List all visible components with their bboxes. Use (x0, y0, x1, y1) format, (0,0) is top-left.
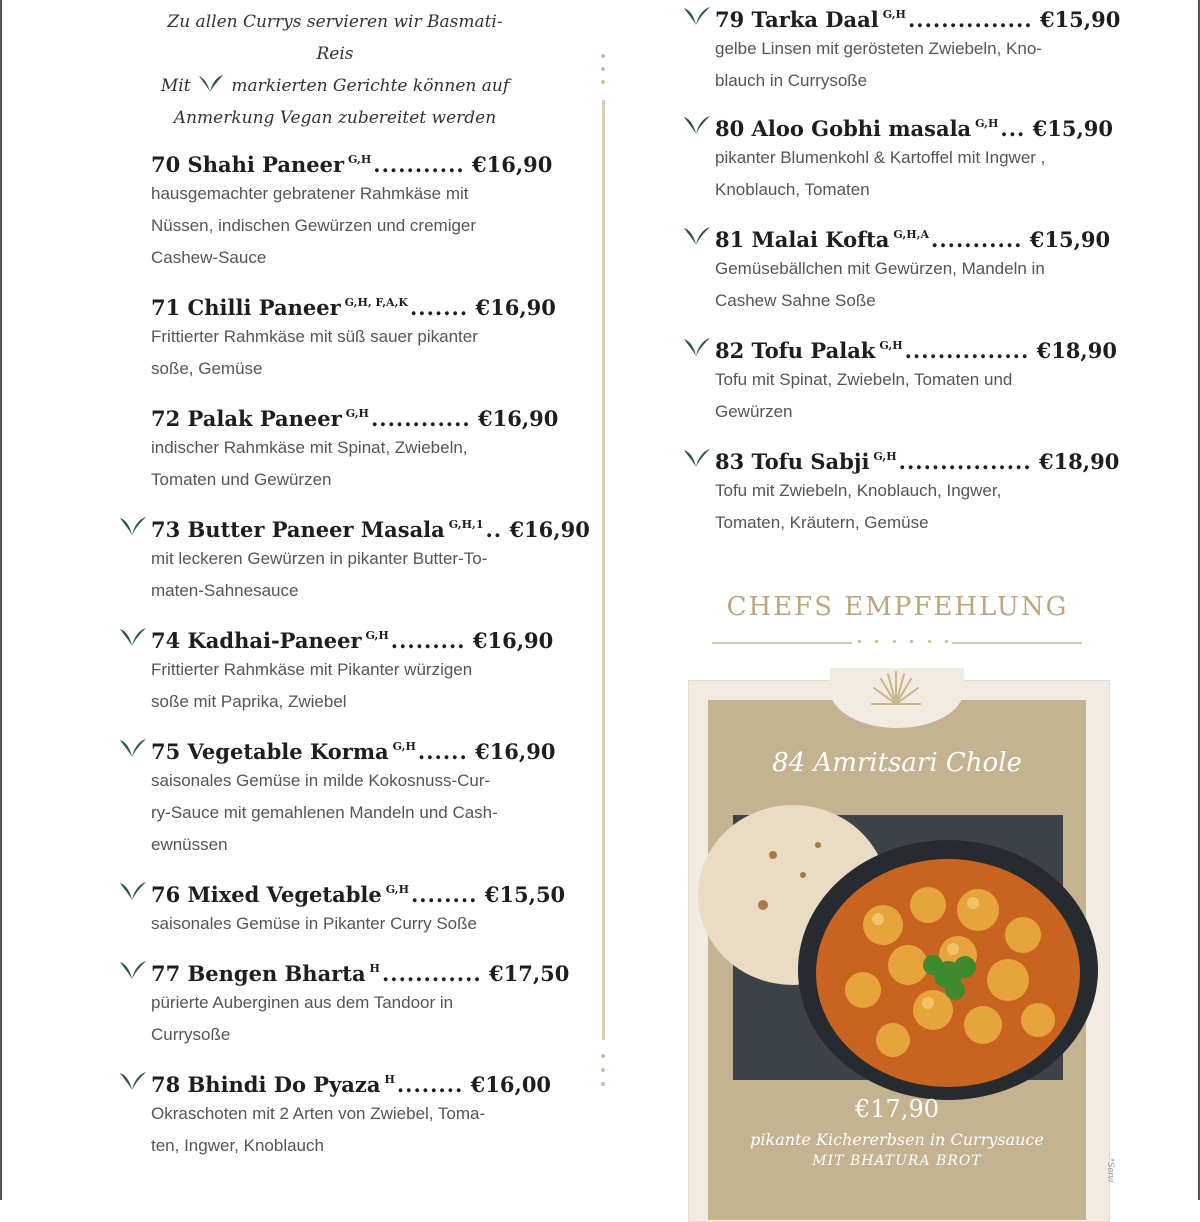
menu-item (715, 0, 1121, 97)
item-price: €16,90 (475, 295, 556, 320)
item-description (151, 654, 531, 718)
menu-item (151, 1065, 552, 1162)
menu-item (151, 732, 556, 861)
item-price: €16,90 (478, 406, 559, 431)
item-number: 76 (151, 882, 181, 907)
chefs-subline: MIT BHATURA BROT (812, 1153, 982, 1169)
description-line: ten, Ingwer, Knoblauch (151, 1136, 324, 1155)
item-price: €18,90 (1036, 338, 1117, 363)
item-number: 81 (715, 227, 745, 252)
chefs-heading: CHEFS EMPFEHLUNG (726, 592, 1069, 622)
item-description (151, 765, 531, 861)
item-description (151, 987, 531, 1051)
description-line: Cashew-Sauce (151, 248, 267, 267)
menu-item (151, 875, 566, 940)
item-price: €17,50 (489, 961, 570, 986)
leaf-icon (118, 959, 148, 981)
divider-dot (601, 67, 605, 71)
item-price: €16,90 (472, 628, 554, 653)
leaf-icon (682, 5, 712, 27)
description-line: Frittierter Rahmkäse mit süß sauer pikanter (151, 327, 478, 346)
leaf-icon (118, 626, 148, 648)
item-price: €16,00 (470, 1072, 552, 1097)
leaf-icon (682, 336, 712, 358)
item-price: €15,90 (1039, 7, 1121, 32)
leaf-icon (118, 515, 148, 537)
item-number: 71 (151, 295, 181, 320)
side-note: *Servi (1106, 1158, 1116, 1183)
description-line: saisonales Gemüse in milde Kokosnuss-Cur- (151, 771, 491, 790)
item-number: 73 (151, 517, 181, 542)
item-allergens: G,H,A (893, 228, 930, 241)
menu-item-title (715, 442, 1120, 474)
item-description (715, 142, 1095, 206)
intro-note (150, 6, 520, 134)
item-leader-dots: ............... (907, 7, 1033, 32)
description-line: mit leckeren Gewürzen in pikanter Butter-To- (151, 549, 488, 568)
item-allergens: G,H (365, 629, 389, 642)
item-allergens: G,H (873, 450, 897, 463)
item-allergens: G,H (882, 8, 906, 21)
item-leader-dots: .. (485, 517, 503, 542)
item-number: 82 (715, 338, 745, 363)
item-description (151, 432, 531, 496)
item-name: Vegetable Korma (187, 739, 389, 764)
description-line: Knoblauch, Tomaten (715, 180, 870, 199)
item-allergens: G,H (879, 339, 903, 352)
menu-item-title (151, 954, 570, 986)
item-name: Bhindi Do Pyaza (187, 1072, 381, 1097)
page-edge-left (0, 0, 2, 1200)
description-line: soße mit Paprika, Zwiebel (151, 692, 347, 711)
divider-dot (601, 80, 605, 84)
menu-item (151, 288, 556, 385)
item-description (151, 178, 531, 274)
menu-item-title (715, 109, 1114, 141)
divider-dot (601, 1082, 605, 1086)
item-number: 72 (151, 406, 181, 431)
menu-item-title (715, 220, 1111, 252)
item-allergens: G,H, F,A,K (344, 296, 408, 309)
item-name: Kadhai-Paneer (187, 628, 362, 653)
item-description (151, 1098, 531, 1162)
menu-item (151, 621, 554, 718)
item-leader-dots: ....... (409, 295, 469, 320)
menu-item-title (151, 145, 553, 177)
description-line: Tomaten, Kräutern, Gemüse (715, 513, 929, 532)
intro-line-3: Anmerkung Vegan zubereitet werden (173, 108, 497, 128)
item-name: Tofu Sabji (751, 449, 870, 474)
item-number: 75 (151, 739, 181, 764)
item-leader-dots: ................ (898, 449, 1032, 474)
menu-item-title (151, 1065, 552, 1097)
description-line: pikanter Blumenkohl & Kartoffel mit Ingwer , (715, 148, 1046, 167)
item-price: €16,90 (509, 517, 590, 542)
description-line: indischer Rahmkäse mit Spinat, Zwiebeln, (151, 438, 468, 457)
item-number: 74 (151, 628, 181, 653)
description-line: pürierte Auberginen aus dem Tandoor in (151, 993, 454, 1012)
leaf-icon (196, 74, 226, 94)
item-allergens: G,H (348, 153, 372, 166)
menu-item-title (151, 621, 554, 653)
item-name: Chilli Paneer (187, 295, 341, 320)
item-description (151, 321, 531, 385)
item-name: Aloo Gobhi masala (751, 116, 972, 141)
heading-rule-right (952, 642, 1082, 644)
description-line: Gemüsebällchen mit Gewürzen, Mandeln in (715, 259, 1045, 278)
item-allergens: H (369, 962, 380, 975)
item-price: €15,90 (1029, 227, 1111, 252)
item-description (151, 908, 531, 940)
item-number: 83 (715, 449, 745, 474)
leaf-icon (682, 447, 712, 469)
item-name: Mixed Vegetable (187, 882, 382, 907)
item-name: Malai Kofta (751, 227, 890, 252)
chefs-description: pikante Kichererbsen in Currysauce (750, 1130, 1044, 1149)
item-price: €18,90 (1038, 449, 1120, 474)
item-name: Shahi Paneer (187, 152, 345, 177)
column-divider (602, 100, 605, 1040)
leaf-icon (118, 737, 148, 759)
description-line: ewnüssen (151, 835, 228, 854)
description-line: Nüssen, indischen Gewürzen und cremiger (151, 216, 477, 235)
item-allergens: H (384, 1073, 395, 1086)
menu-item-title (151, 510, 590, 542)
menu-item (151, 145, 553, 274)
divider-dot (601, 1068, 605, 1072)
description-line: ry-Sauce mit gemahlenen Mandeln und Cash- (151, 803, 498, 822)
description-line: gelbe Linsen mit gerösteten Zwiebeln, Kno- (715, 39, 1042, 58)
item-description (715, 33, 1095, 97)
item-allergens: G,H (392, 740, 416, 753)
sunburst-icon (868, 668, 924, 708)
menu-item (715, 109, 1114, 206)
item-allergens: G,H (385, 883, 409, 896)
item-leader-dots: ......... (390, 628, 466, 653)
heading-dots (858, 640, 948, 643)
item-description (151, 543, 531, 607)
description-line: Frittierter Rahmkäse mit Pikanter würzigen (151, 660, 473, 679)
description-line: Okraschoten mit 2 Arten von Zwiebel, Toma- (151, 1104, 486, 1123)
menu-item (151, 954, 570, 1051)
item-leader-dots: ............ (381, 961, 482, 986)
item-price: €16,90 (475, 739, 556, 764)
menu-item (715, 442, 1120, 539)
item-description (715, 475, 1095, 539)
divider-dot (601, 1054, 605, 1058)
menu-item-title (151, 875, 566, 907)
item-number: 79 (715, 7, 745, 32)
menu-item (715, 220, 1111, 317)
item-name: Bengen Bharta (187, 961, 366, 986)
menu-item-title (151, 732, 556, 764)
item-leader-dots: ........ (410, 882, 478, 907)
item-name: Tarka Daal (751, 7, 879, 32)
heading-rule-left (712, 642, 852, 644)
intro-line-2: Mit markierten Gerichte können auf (160, 76, 510, 96)
item-price: €15,90 (1032, 116, 1114, 141)
item-description (715, 253, 1095, 317)
item-leader-dots: ............... (904, 338, 1030, 363)
item-leader-dots: ........ (396, 1072, 464, 1097)
item-name: Butter Paneer Masala (187, 517, 445, 542)
menu-item (151, 399, 559, 496)
description-line: maten-Sahnesauce (151, 581, 299, 600)
chefs-dish-name: 84 Amritsari Chole (772, 748, 1022, 778)
description-line: Tofu mit Zwiebeln, Knoblauch, Ingwer, (715, 481, 1002, 500)
description-line: blauch in Currysoße (715, 71, 868, 90)
menu-item (715, 331, 1117, 428)
leaf-icon (118, 1070, 148, 1092)
item-leader-dots: ... (1000, 116, 1026, 141)
description-line: hausgemachter gebratener Rahmkäse mit (151, 184, 469, 203)
menu-item-title (715, 0, 1121, 32)
menu-item-title (151, 288, 556, 320)
item-allergens: G,H (345, 407, 369, 420)
item-number: 80 (715, 116, 745, 141)
item-description (715, 364, 1095, 428)
item-name: Tofu Palak (751, 338, 876, 363)
menu-item-title (715, 331, 1117, 363)
intro-line-1: Zu allen Currys servieren wir Basmati-Reis (167, 12, 503, 64)
menu-item (151, 510, 590, 607)
item-price: €15,50 (484, 882, 566, 907)
item-leader-dots: ...... (417, 739, 468, 764)
leaf-icon (118, 880, 148, 902)
item-number: 77 (151, 961, 181, 986)
item-leader-dots: ........... (931, 227, 1023, 252)
leaf-icon (682, 114, 712, 136)
item-leader-dots: ............ (370, 406, 471, 431)
description-line: Cashew Sahne Soße (715, 291, 876, 310)
item-allergens: G,H (975, 117, 999, 130)
item-leader-dots: ........... (373, 152, 465, 177)
leaf-icon (682, 225, 712, 247)
description-line: soße, Gemüse (151, 359, 263, 378)
item-number: 70 (151, 152, 181, 177)
item-price: €16,90 (472, 152, 553, 177)
description-line: Tomaten und Gewürzen (151, 470, 332, 489)
chefs-price: €17,90 (855, 1095, 939, 1123)
description-line: Gewürzen (715, 402, 793, 421)
description-line: saisonales Gemüse in Pikanter Curry Soße (151, 914, 477, 933)
item-number: 78 (151, 1072, 181, 1097)
menu-item-title (151, 399, 559, 431)
dish-photo (733, 815, 1063, 1080)
description-line: Tofu mit Spinat, Zwiebeln, Tomaten und (715, 370, 1013, 389)
divider-dot (601, 54, 605, 58)
description-line: Currysoße (151, 1025, 231, 1044)
item-allergens: G,H,1 (448, 518, 484, 531)
item-name: Palak Paneer (187, 406, 342, 431)
